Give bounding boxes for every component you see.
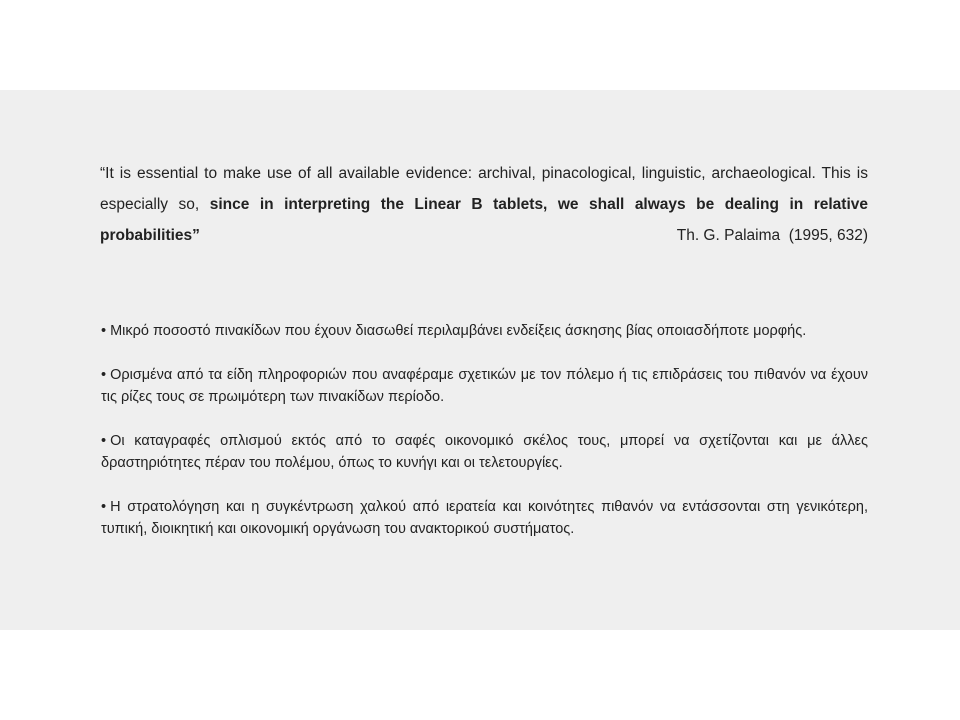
bullet-text: Μικρό ποσοστό πινακίδων που έχουν διασωθεί περιλαμβάνει ενδείξεις άσκησης βίας οποιασδήποτε μορφής. xyxy=(110,323,807,339)
bullet-item xyxy=(101,430,868,474)
bullet-marker: • xyxy=(101,433,107,449)
bullet-marker: • xyxy=(101,367,107,383)
quote-citation: Th. G. Palaima (1995, 632) xyxy=(676,227,868,244)
bullet-text: Ορισμένα από τα είδη πληροφοριών που αναφέραμε σχετικών με τον πόλεμο ή τις επιδράσεις του πιθανόν να έχουν τις ρίζες τους σε πρωιμότερη των πινακίδων περίοδο. xyxy=(101,367,868,405)
quote-block xyxy=(100,158,868,251)
bullet-item xyxy=(101,364,868,408)
bullet-text: Οι καταγραφές οπλισμού εκτός από το σαφές οικονομικό σκέλος τους, μπορεί να σχετίζονται και με άλλες δραστηριότητες πέραν του πολέμου, όπως το κυνήγι και οι τελετουργίες. xyxy=(101,433,868,471)
quote-emphasis: since in interpreting the Linear B tablets, we shall always be dealing in relative probabilities” xyxy=(100,196,869,244)
bullet-list xyxy=(101,320,868,562)
bullet-item xyxy=(101,496,868,540)
bullet-item xyxy=(101,320,868,342)
quote-text: “It is essential to make use of all available evidence: archival, pinacological, linguistic, archaeological. This is especially so, xyxy=(100,165,868,213)
bullet-marker: • xyxy=(101,323,107,339)
bullet-text: Η στρατολόγηση και η συγκέντρωση χαλκού από ιερατεία και κοινότητες πιθανόν να εντάσσονται στη γενικότερη, τυπική, διοικητική και οικονομική οργάνωση του ανακτορικού συστήματος. xyxy=(101,499,868,537)
bullet-marker: • xyxy=(101,499,107,515)
